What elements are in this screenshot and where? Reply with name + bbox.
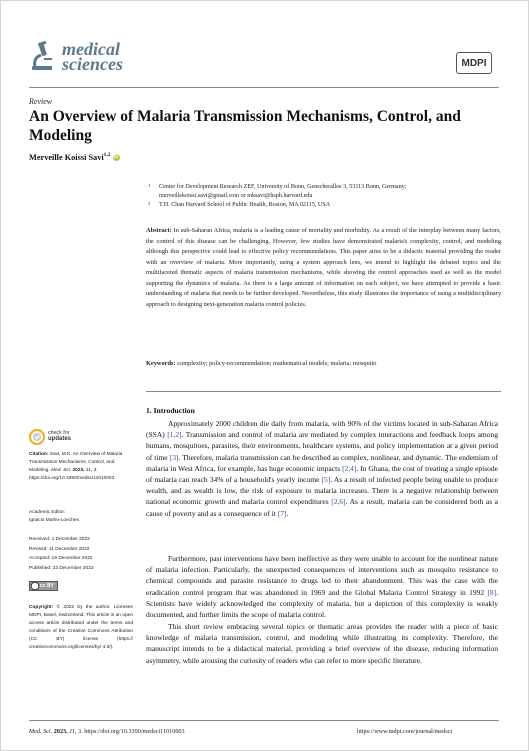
citation-link[interactable]: [2,6] (331, 497, 346, 507)
citation-link[interactable]: [1,2] (167, 430, 182, 440)
p2-text-b: . Scientists have widely acknowledged the complexity of malaria, but a depiction of this complexity is weakly documented, and further limits the scope of malaria control. (146, 587, 498, 620)
p1-text-b: . Transmission and control of malaria are mediated by complex interactions and feedback loops among humans, mosquitoes, parasites, their environments, healthcare systems, and policy implementation at a given period of time (146, 430, 498, 462)
affiliation-1-line1: Center for Development Research ZEF, University of Bonn, Genscherallee 3, 53113 Bonn, Germany; (159, 184, 407, 190)
affiliation-1-sup: 1 (148, 183, 151, 188)
journal-name-line2: sciences (62, 54, 123, 74)
p1-text-d: . In Ghana, the cost of treating a single episode of malaria can reach 34% of a household's yearly income (146, 463, 498, 485)
article-type: Review (29, 97, 53, 106)
mdpi-logo: MDPI (456, 52, 492, 74)
citation-label: Citation: (29, 452, 49, 457)
check-updates-icon (29, 429, 45, 445)
footer-year: 2023, (53, 728, 68, 735)
editor-block (29, 509, 133, 525)
citation-journal: Med. Sci. (51, 468, 72, 474)
citation-link[interactable]: [2,4] (342, 463, 357, 473)
abstract-label: Abstract: (146, 227, 172, 234)
cc-by-badge[interactable] (29, 581, 58, 591)
check-updates-line2: updates (48, 436, 72, 442)
copyright-text: © 2022 by the author. Licensee MDPI, Basel, Switzerland. This article is an open access article distributed under the terms and conditions of the Creative Commons Attribution (CC BY) license (https:// creativecommons.org/licenses/by/ 4.0/). (29, 605, 133, 651)
date-published: Published: 23 December 2022 (29, 565, 94, 571)
author-line (29, 152, 120, 162)
abstract-rule (146, 391, 501, 392)
citation-year: 2023, (72, 468, 85, 474)
check-for-updates[interactable] (29, 429, 71, 445)
keywords-label: Keywords: (146, 360, 176, 367)
abstract-text: In sub-Saharan Africa, malaria is a leading cause of mortality and morbidity. As a result of the interplay between many factors, the control of this disease can be challenging. However, few studies have demonstrated malaria's complexity, control, and modeling although this perspective could lead to effective policy recommendations. This paper aims to be a didactic material providing the reader with an overview of malaria. More importantly, using a system approach lens, we intend to highlight the debated topics and the multifaceted thematic aspects of malaria transmission mechanisms, while showing the control approaches used as well as the model supporting the dynamics of malaria. As there is a large amount of information on each subject, we have attempted to provide a basic understanding of malaria that needs to be further developed. Nevertheless, this study illustrates the importance of using a multidisciplinary approach to designing next-generation malaria control policies. (146, 227, 501, 308)
footer-citation (29, 728, 185, 735)
p1-text-c: . Therefore, malaria transmission can be described as complex, nonlinear, and dynamic. The endemism of malaria in West Africa, for example, has huge economic impacts (146, 452, 499, 473)
journal-name-line1: medical (62, 39, 120, 59)
keywords-text: complexity; policy-recommendation; mathematical models; malaria; mosquito (177, 360, 377, 367)
editor-name: Ignacio Martin-Loeches (29, 518, 79, 524)
journal-logo (29, 41, 123, 73)
copyright-block (29, 604, 133, 653)
copyright-label: Copyright: (29, 605, 54, 610)
abstract (146, 226, 501, 310)
author-name: Merveille Koissi Savi (29, 152, 104, 162)
citation-link[interactable]: [3] (169, 452, 179, 462)
p1-text-f: . As a result, malaria can be considered both as a cause of poverty and as a consequence of it (146, 497, 498, 518)
p1-text-e: . As a result of infected people being unable to produce wealth, and as wealth is low, the risk of exposure to malaria increases. There is a negative relationship between national economic growth and malaria control expenditures (146, 475, 498, 507)
affiliation-2 (148, 201, 331, 210)
date-revised: Revised: 11 December 2022 (29, 546, 90, 552)
microscope-icon (29, 41, 57, 73)
p1-text-a: Approximately 2000 children die daily from malaria, with 90% of the victims located in sub-Saharan Africa (SSA) (146, 419, 498, 440)
affiliation-1 (148, 183, 407, 200)
section-heading: 1. Introduction (146, 406, 195, 415)
paragraph-1 (146, 418, 498, 519)
citation-text: Savi, M.K. An Overview of Malaria Transmission Mechanisms, Control, and Modeling. (29, 452, 123, 474)
cc-icon (30, 581, 40, 591)
check-updates-text (48, 431, 71, 442)
citation-doi[interactable]: 3. https://doi.org/10.3390/medsci11010003 (29, 468, 115, 482)
footer-rule (29, 720, 499, 721)
journal-name (62, 39, 123, 74)
footer-doi[interactable]: 3. https://doi.org/10.3390/medsci11010003 (78, 728, 185, 735)
footer-journal-url[interactable]: https://www.mdpi.com/journal/medsci (357, 728, 453, 735)
footer-journal: Med. Sci. (29, 728, 53, 735)
header-rule (29, 87, 499, 88)
citation-vol: 11, (85, 468, 93, 474)
p2-text-a: Furthermore, past interventions have been ineffective as they were unable to account for the nonlinear nature of malaria infection. Particularly, the unexpected consequences of interventions such as mosquito resistance to chemical compounds and parasite resistance to drugs led to their abandonment. This was the case with the eradication control program that was abandoned in 1969 and the Global Malaria Control Strategy in 1992 (146, 554, 498, 597)
dates-block (29, 535, 133, 573)
citation-link[interactable]: [8] (487, 587, 497, 597)
keywords (146, 360, 501, 367)
paragraph-3 (146, 621, 498, 666)
check-updates-line1: check for (48, 430, 70, 437)
affiliation-2-line1: T.H. Chan Harvard School of Public Health, Boston, MA 02115, USA (159, 202, 331, 208)
editor-label: Academic Editor: (29, 510, 66, 515)
article-title: An Overview of Malaria Transmission Mechanisms, Control, and Modeling (29, 108, 461, 144)
p3-text: This short review embracing several topics or thematic areas provides the reader with a piece of basic knowledge of malaria transmission, control, and modeling while illustrating its complexity. Therefore, the manuscript intends to be a didactical material, providing a brief overview of the disease, reducing information asymmetry, while arousing the curiosity of readers who can refer to more specific literature. (146, 622, 498, 665)
footer-vol: 11, (69, 728, 77, 735)
cc-badge-text: cc BY (40, 583, 54, 589)
author-sup: 1,2 (103, 152, 111, 158)
p1-text-g: . (286, 508, 289, 518)
paragraph-2 (146, 553, 498, 620)
citation-link[interactable]: [7] (277, 508, 287, 518)
date-received: Received: 1 December 2022 (29, 537, 90, 542)
citation-link[interactable]: [5] (321, 475, 331, 485)
date-accepted: Accepted: 19 December 2022 (29, 556, 93, 562)
affiliation-1-line2: merveillekoissi.savi@gmail.com or mksavi@hsph.harvard.edu (159, 192, 313, 199)
citation-block (29, 451, 133, 483)
orcid-icon[interactable]: iD (113, 154, 119, 161)
affiliation-2-sup: 2 (148, 201, 151, 206)
